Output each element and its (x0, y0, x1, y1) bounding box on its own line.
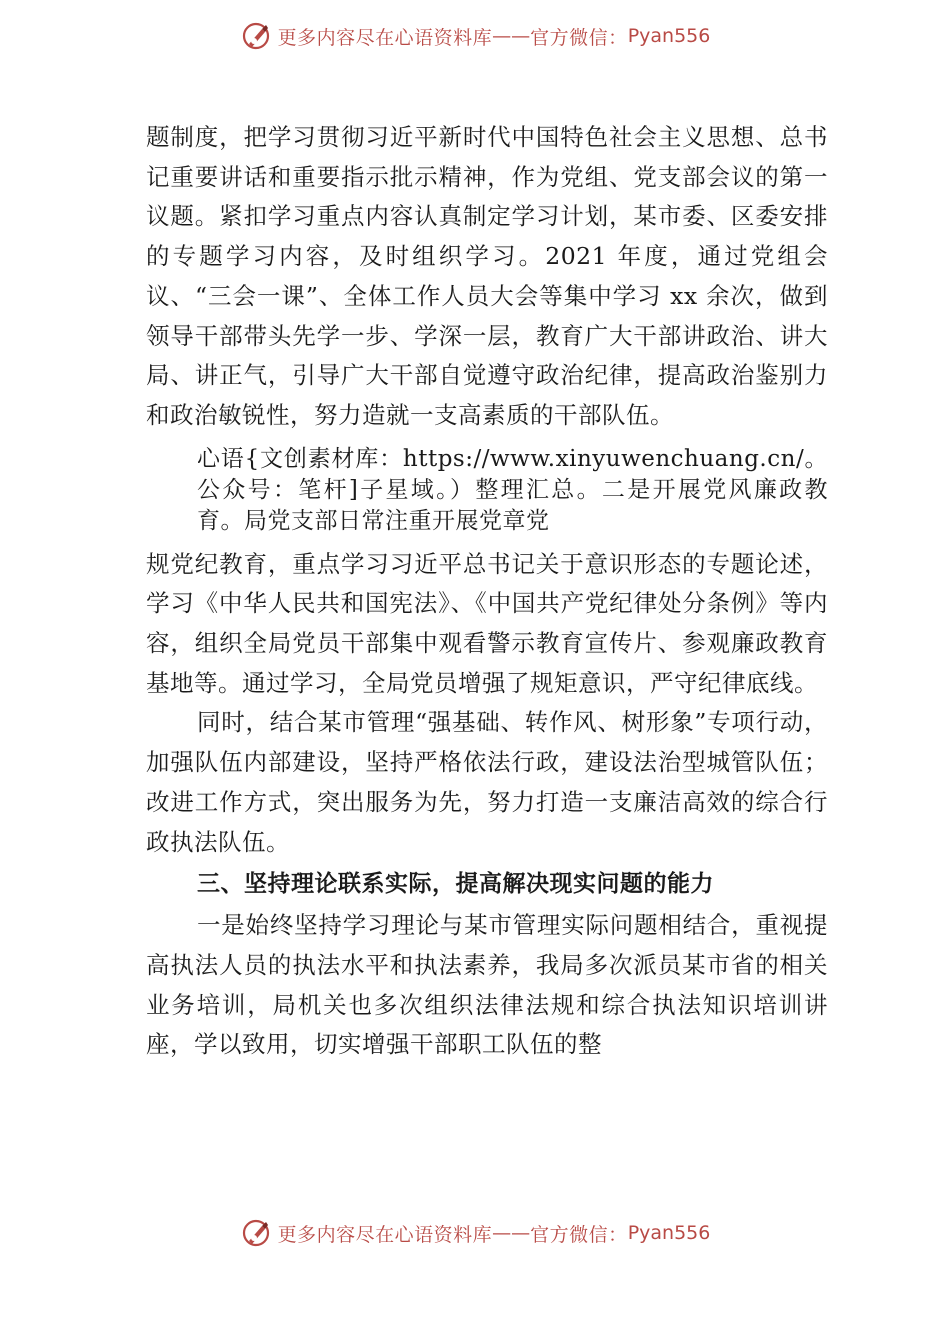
paragraph-5: 一是始终坚持学习理论与某市管理实际问题相结合，重视提高执法人员的执法水平和执法素养，我局多次派员某市省的相关业务培训，局机关也多次组织法律法规和综合执法知识培训讲座，学以致用，切实增强干部职工队伍的整 (146, 911, 828, 1059)
header-site-text: 更多内容尽在心语资料库 (277, 26, 493, 49)
paragraph-1: 题制度，把学习贯彻习近平新时代中国特色社会主义思想、总书记重要讲话和重要指示批示精神，作为党组、党支部会议的第一议题。紧扣学习重点内容认真制定学习计划，某市委、区委安排的专题学习内容，及时组织学习。2021 年度，通过党组会议、“三会一课”、全体工作人员大会等集中学习 xx 余次，做到领导干部带头先学一步、学深一层，教育广大干部讲政治、讲大局、讲正气，引导广大干部自觉遵守政治纪律，提高政治鉴别力和政治敏锐性，努力造就一支高素质的干部队伍。 (146, 123, 828, 429)
paragraph-3: 规党纪教育，重点学习习近平总书记关于意识形态的专题论述，学习《中华人民共和国宪法》、《中国共产党纪律处分条例》等内容，组织全局党员干部集中观看警示教育宣传片、参观廉政教育基地等。通过学习，全局党员增强了规矩意识，严守纪律底线。 (146, 549, 828, 697)
footer-site-text: 更多内容尽在心语资料库 (277, 1223, 493, 1246)
pen-seal-icon (240, 1217, 272, 1249)
footer-separator: —— (492, 1222, 531, 1244)
footer-wechat-label: 官方微信： (530, 1223, 628, 1246)
header-separator: —— (492, 25, 531, 47)
header-banner (0, 14, 950, 58)
header-wechat-label: 官方微信： (530, 26, 628, 49)
document-body (146, 118, 828, 1065)
paragraph-4: 同时，结合某市管理“强基础、转作风、树形象”专项行动，加强队伍内部建设，坚持严格依法行政，建设法治型城管队伍；改进工作方式，突出服务为先，努力打造一支廉洁高效的综合行政执法队伍。 (146, 708, 828, 856)
pen-seal-icon (240, 20, 272, 52)
footer-banner (0, 1211, 950, 1255)
footer-wechat-id: Pyan556 (627, 1222, 711, 1244)
header-wechat-id: Pyan556 (627, 25, 711, 47)
paragraph-2: 心语{文创素材库：https://www.xinyuwenchuang.cn/。公众号：笔杆]子星域。）整理汇总。二是开展党风廉政教育。局党支部日常注重开展党章党 (197, 445, 828, 534)
section-heading-3: 三、坚持理论联系实际，提高解决现实问题的能力 (197, 871, 714, 898)
